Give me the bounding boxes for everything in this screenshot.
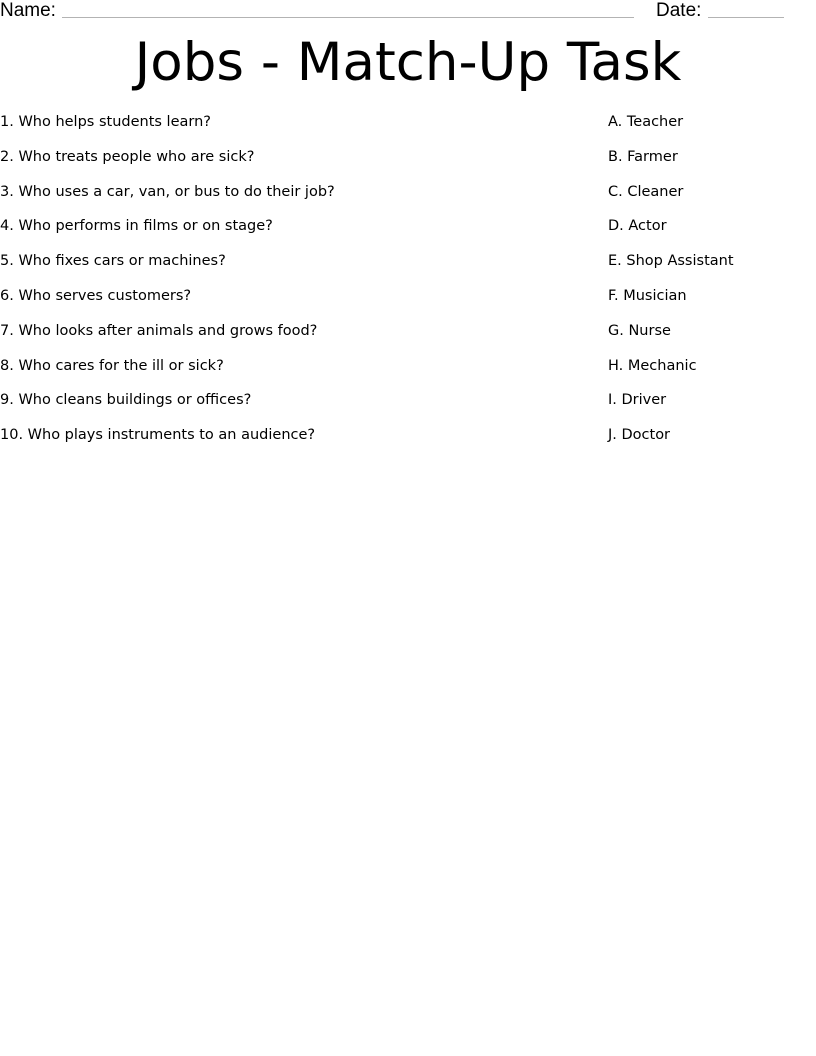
answer-item: I. Driver (608, 392, 667, 409)
answer-item: E. Shop Assistant (608, 253, 734, 270)
question-item: 4. Who performs in films or on stage? (0, 218, 273, 235)
question-item: 1. Who helps students learn? (0, 114, 211, 130)
question-item: 7. Who looks after animals and grows food? (0, 322, 318, 339)
question-item: 3. Who uses a car, van, or bus to do their job? (0, 183, 335, 200)
answer-item: A. Teacher (608, 114, 684, 130)
question-item: 9. Who cleans buildings or offices? (0, 392, 252, 409)
answer-item: B. Farmer (608, 148, 678, 165)
name-label: Name: (0, 0, 56, 21)
question-item: 10. Who plays instruments to an audience? (0, 427, 316, 444)
question-item: 2. Who treats people who are sick? (0, 148, 255, 165)
date-blank-line[interactable] (708, 17, 784, 18)
answer-item: F. Musician (608, 287, 687, 304)
header-row (0, 0, 816, 24)
name-blank-line[interactable] (62, 17, 634, 18)
answer-item: D. Actor (608, 218, 667, 235)
answer-item: G. Nurse (608, 322, 671, 339)
question-list (0, 111, 590, 459)
answer-item: J. Doctor (608, 427, 671, 444)
date-label: Date: (656, 0, 702, 21)
question-item: 8. Who cares for the ill or sick? (0, 357, 224, 374)
answer-item: H. Mechanic (608, 357, 697, 374)
question-item: 6. Who serves customers? (0, 287, 192, 304)
question-item: 5. Who fixes cars or machines? (0, 253, 226, 270)
answer-item: C. Cleaner (608, 183, 684, 200)
answer-list (608, 111, 808, 459)
page-title: Jobs - Match-Up Task (134, 32, 682, 93)
